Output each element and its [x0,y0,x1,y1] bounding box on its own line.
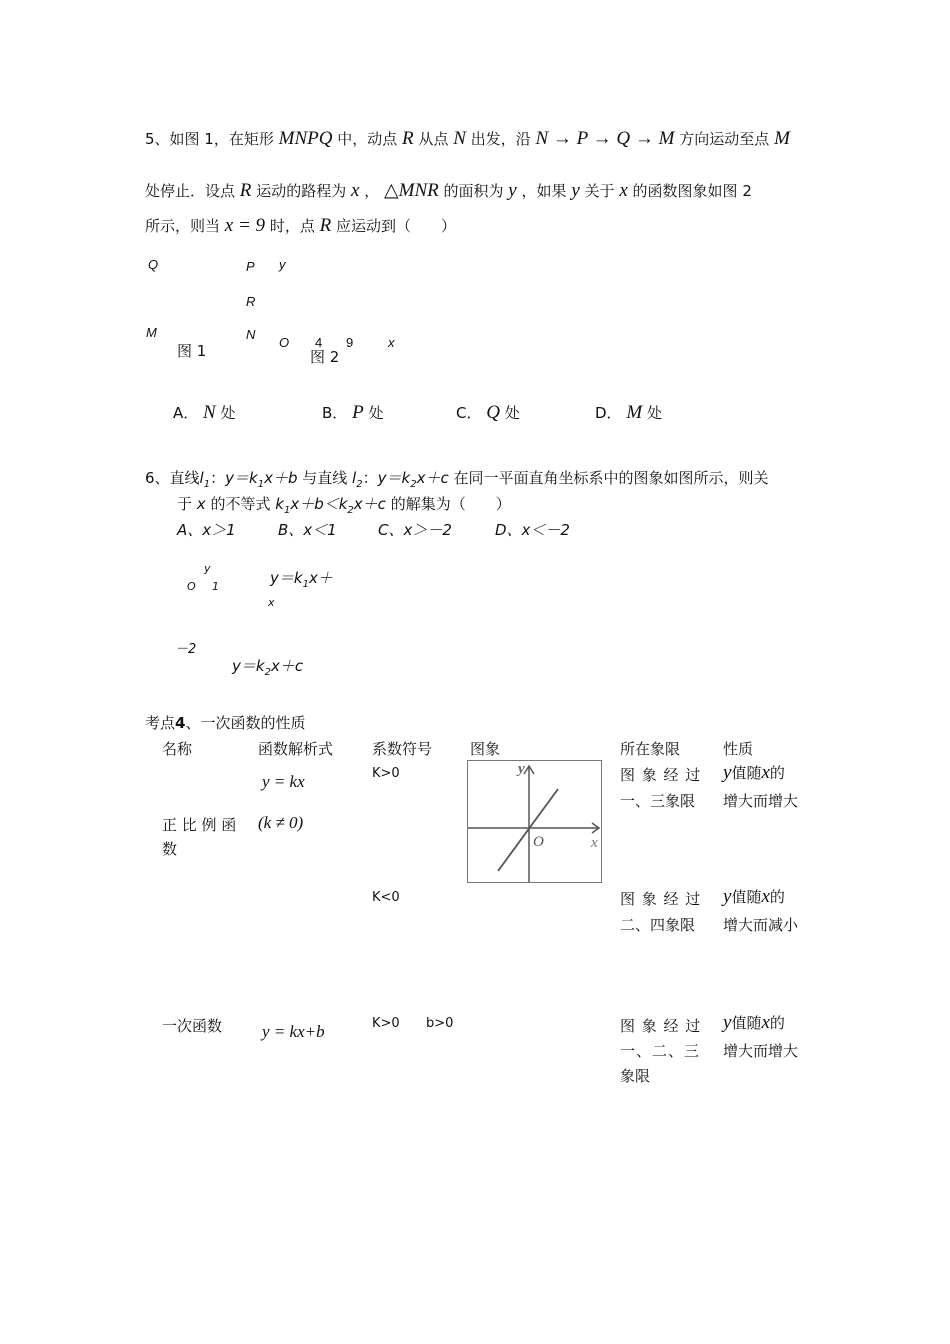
row1-condition: (k ≠ 0) [258,813,304,832]
row2-prop-line2: 增大而增大 [723,1042,799,1060]
q6-option-d[interactable]: D、x＜－2 [495,521,570,539]
q6-l2: l [352,469,357,487]
q5-path: N → P → Q → M [535,128,675,149]
row1-name-line1: 正 比 例 函 [162,816,237,834]
prop-text: 的 [769,764,785,782]
graph-y-label: y [518,761,525,777]
q5-option-d[interactable] [595,402,662,424]
var-y: y [723,886,732,907]
header-graph: 图象 [470,740,501,758]
option-letter: D． [595,404,622,422]
q5-text: 时，点 [269,217,315,235]
kp4-title-text: 、一次函数的性质 [185,714,306,732]
q6-fig-1: 1 [212,580,219,593]
q5-var-x: x [350,180,360,201]
q6-line2 [177,493,511,516]
var-x: x [761,762,770,783]
var-x: x [761,1012,770,1033]
q6-option-a[interactable]: A、x＞1 [177,521,236,539]
q5-var-y: y [508,180,517,201]
prop-text: 值随 [731,888,762,906]
row2-name: 一次函数 [162,1017,223,1035]
q6-l1: l [199,469,204,487]
option-letter: C． [456,404,482,422]
q6-fig-l2: x＋c [270,657,304,675]
row2-prop-line1 [723,1012,785,1034]
option-value: N [203,402,216,423]
q6-eq2: x＋c [416,469,449,487]
q5-text: 5、如图 1，在矩形 [145,130,274,148]
q6-eq1-sub: 1 [257,479,265,490]
q5-var-y: y [571,180,580,201]
kp4-title-text: 考点 [145,714,176,732]
q6-eq1: y＝k [225,469,258,487]
fig2-label-x: x [388,335,395,350]
q5-text: 的面积为 [443,182,504,200]
fig2-caption: 图 2 [310,348,340,366]
option-value: P [352,402,364,423]
q5-text: 中，动点 [337,130,398,148]
proportional-line [498,789,558,871]
row1-prop-neg-line2: 增大而减小 [723,916,799,934]
row1-prop-neg-line1 [723,886,785,908]
fig2-label-y: y [279,257,286,272]
fig1-caption: 图 1 [177,342,207,360]
q6-eq1: x＋b [264,469,298,487]
q6-fig-l2-sub: 2 [264,667,271,678]
graph-x-label: x [591,835,598,851]
q6-fig-x: x [268,596,275,609]
row2-formula: y = kx+b [262,1022,325,1041]
q6-fig-y: y [204,562,211,575]
option-suffix: 处 [504,404,520,422]
kp4-title-num: 4 [175,714,186,732]
q6-fig-l1: y＝k [270,569,303,587]
row2-k: K>0 [372,1016,400,1031]
q6-text: 的解集为（ ） [390,495,511,513]
header-name: 名称 [162,740,193,758]
option-value: M [626,402,643,423]
option-letter: B． [322,404,348,422]
q5-text: 所示，则当 [145,217,221,235]
proportional-graph [467,760,602,883]
prop-text: 值随 [731,764,762,782]
q5-point-m: M [774,128,790,149]
q6-line1 [145,467,768,490]
q5-line3 [145,215,456,237]
row1-k-positive: K>0 [372,766,400,781]
q5-line1 [145,128,790,150]
q6-text: ： [362,469,378,487]
q6-ineq-sub: 1 [283,505,291,516]
q6-eq2: y＝k [377,469,411,487]
q5-text: 处停止．设点 [145,182,236,200]
q5-text: 的函数图象如图 2 [632,182,752,200]
q6-ineq: x＋c [353,495,386,513]
q5-line2 [145,179,752,202]
row1-quad-neg-line1: 图 象 经 过 [620,890,702,908]
q6-ineq: x＋b＜k [290,495,348,513]
row1-prop-pos-line2: 增大而增大 [723,792,799,810]
row1-k-negative: K<0 [372,890,400,905]
q6-fig-l2-label [232,655,303,678]
row1-prop-pos-line1 [723,762,785,784]
row2-quad-line3: 象限 [620,1067,651,1085]
q5-text: 运动的路程为 [256,182,347,200]
q6-fig-l1: x＋ [308,569,333,587]
q6-text: ： [210,469,226,487]
var-x: x [761,886,770,907]
q5-point-r: R [402,128,414,149]
q6-text: 在同一平面直角坐标系中的图象如图所示，则关 [453,469,769,487]
q5-rect-name: MNPQ [278,128,333,149]
row2-quad-line2: 一、二、三 [620,1042,701,1060]
q6-text: 的不等式 [210,495,271,513]
q6-fig-l1-label [270,567,333,590]
fig1-label-p: P [246,259,255,274]
option-letter: A． [173,404,199,422]
q6-ineq: k [275,495,284,513]
proportional-graph-svg [468,761,601,882]
q6-fig-l1-sub: 1 [302,579,309,590]
q5-triangle: △MNR [384,180,439,201]
header-property: 性质 [723,740,754,758]
q6-ineq-sub: 2 [347,505,354,516]
row1-formula: y = kx [262,772,305,791]
header-quadrant: 所在象限 [620,740,681,758]
q5-point-r: R [319,215,332,236]
row2-quad-line1: 图 象 经 过 [620,1017,702,1035]
q5-var-x: x [619,180,628,201]
q6-l1-sub: 1 [203,479,211,490]
prop-text: 值随 [731,1014,762,1032]
q6-text: 与直线 [302,469,348,487]
q6-text: 6、直线 [145,469,200,487]
q5-text: 出发，沿 [470,130,531,148]
header-coeff: 系数符号 [372,740,433,758]
q5-text: 从点 [418,130,449,148]
q5-option-a[interactable] [173,402,236,424]
q6-l2-sub: 2 [356,479,363,490]
q6-fig-l2: y＝k [232,657,265,675]
kp4-title [145,712,305,733]
option-value: Q [486,402,500,423]
q5-equation: x = 9 [224,215,266,236]
q5-text: 关于 [584,182,615,200]
q6-var-x: x [196,495,206,513]
fig2-tick-4: 4 [315,335,323,350]
fig2-tick-9: 9 [346,335,354,350]
header-formula: 函数解析式 [258,740,334,758]
option-suffix: 处 [368,404,384,422]
fig1-label-m: M [146,325,157,340]
q6-eq2-sub: 2 [410,479,417,490]
q5-option-b[interactable] [322,402,383,424]
option-suffix: 处 [220,404,236,422]
q6-text: 于 [177,495,193,513]
q5-option-c[interactable] [456,402,520,424]
var-y: y [723,1012,732,1033]
q5-point-r: R [239,180,252,201]
q5-point-n: N [453,128,466,149]
row1-quad-neg-line2: 二、四象限 [620,916,696,934]
fig2-label-o: O [279,335,290,350]
q5-text: ， [364,182,380,200]
fig1-label-n: N [246,327,256,342]
q5-text: ，如果 [521,182,567,200]
graph-origin-label: O [533,834,544,850]
prop-text: 的 [769,1014,785,1032]
q5-text: 应运动到（ ） [336,217,457,235]
fig1-label-q: Q [148,257,159,272]
prop-text: 的 [769,888,785,906]
row2-b: b>0 [426,1016,454,1031]
q6-option-b[interactable]: B、x＜1 [278,521,337,539]
var-y: y [723,762,732,783]
row1-quad-pos-line1: 图 象 经 过 [620,766,702,784]
row1-name-line2: 数 [162,840,178,858]
q5-text: 方向运动至点 [679,130,770,148]
fig1-label-r: R [246,294,256,309]
option-suffix: 处 [646,404,662,422]
row1-quad-pos-line2: 一、三象限 [620,792,696,810]
q6-fig-o: O [187,580,196,593]
q6-fig-neg2: －2 [175,642,197,657]
q6-option-c[interactable]: C、x＞－2 [378,521,452,539]
